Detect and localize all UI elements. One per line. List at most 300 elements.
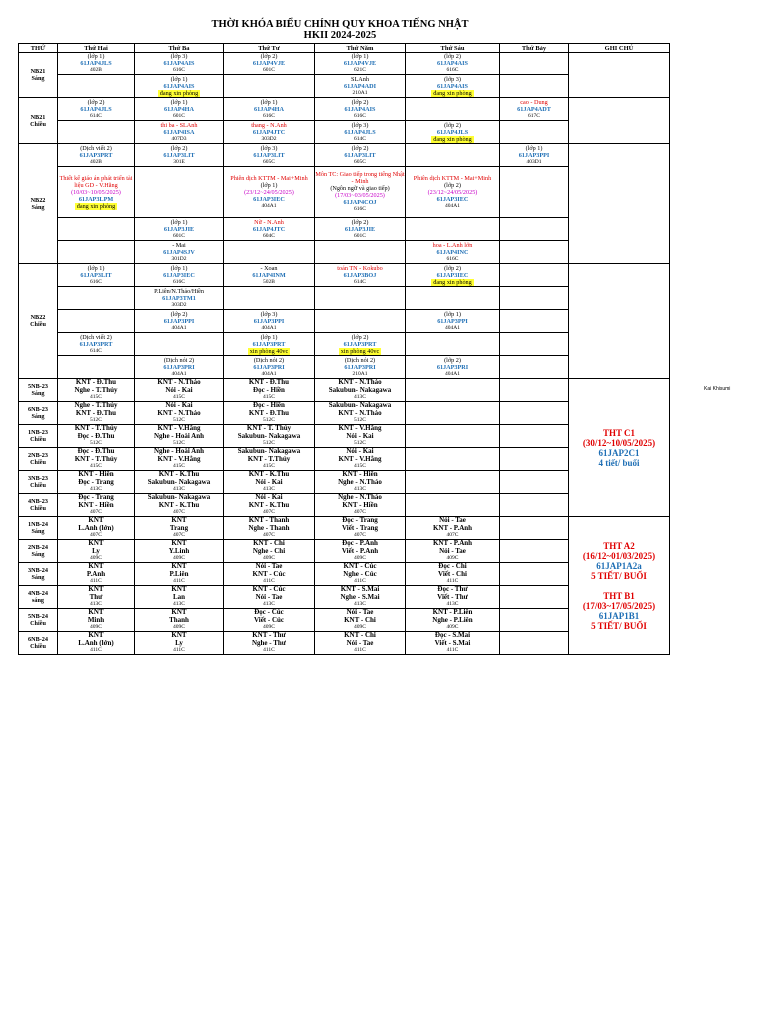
- side-note: Kai Khisumi: [704, 386, 731, 392]
- timetable-cell: [135, 471, 224, 494]
- cell-text: 61JAP4ISA: [163, 128, 195, 136]
- notes-cell: [569, 144, 670, 264]
- cell-text: Viết - Trang: [341, 523, 379, 532]
- timetable-cell: [500, 540, 569, 563]
- cell-text: 415C: [263, 463, 275, 469]
- timetable-cell: [500, 264, 569, 287]
- cell-text: 61JAP4JLS: [80, 105, 112, 113]
- cell-text: Nghe - N.Thảo: [338, 477, 382, 486]
- timetable-cell: [500, 586, 569, 609]
- cell-text: 61JAP3PRI: [436, 363, 469, 371]
- cell-text: 415C: [263, 394, 275, 400]
- timetable-cell: [315, 471, 406, 494]
- col-header: Thứ Hai: [58, 44, 135, 53]
- cell-text: (lớp 1): [170, 218, 188, 226]
- cell-text: KNT - V.Hằng: [338, 424, 382, 432]
- timetable-cell: [315, 121, 406, 144]
- cell-text: 411C: [173, 647, 185, 653]
- timetable-cell: [315, 167, 406, 218]
- cell-text: 404A1: [171, 324, 187, 331]
- timetable-cell: [406, 448, 500, 471]
- cell-text: KNT: [88, 608, 104, 616]
- cell-text: 512C: [354, 440, 366, 446]
- cell-text: 61JAP3PPI: [518, 151, 550, 159]
- notes-cell: [569, 98, 670, 144]
- cell-text: Nói - Kai: [165, 401, 193, 409]
- cell-text: 415C: [90, 463, 102, 469]
- cell-text: (lớp 1): [87, 264, 105, 272]
- cell-text: 409C: [173, 555, 185, 561]
- note-text: (17/03~17/05/2025): [582, 600, 656, 611]
- cell-text: 411C: [90, 578, 102, 584]
- timetable-cell: [500, 144, 569, 167]
- cell-text: 407C: [90, 532, 102, 538]
- session-label: NB22 Chiều: [19, 264, 58, 379]
- cell-text: 61JAP4VJE: [343, 60, 377, 67]
- cell-text: 411C: [446, 578, 459, 584]
- cell-text: 404A1: [445, 202, 460, 209]
- cell-text: Phiên dịch KTTM - Mai+Minh: [230, 174, 308, 182]
- session-label: 3NB-24 Sáng: [19, 563, 58, 586]
- table-row: [19, 379, 670, 402]
- page-title: THỜI KHÓA BIỂU CHÍNH QUY KHOA TIẾNG NHẬT: [211, 19, 469, 30]
- cell-text: Nói - Kai: [255, 477, 283, 486]
- cell-text: 411C: [446, 647, 459, 653]
- cell-text: (lớp 3): [260, 144, 278, 152]
- cell-text: KNT: [88, 516, 104, 524]
- cell-text: 512C: [90, 440, 102, 446]
- cell-text: thang - N.Anh: [251, 121, 287, 129]
- cell-text: KNT: [88, 539, 104, 547]
- timetable-cell: [135, 218, 224, 241]
- note-text: (16/12~01/03/2025): [582, 550, 656, 561]
- cell-text: 604C: [263, 232, 275, 239]
- cell-text: P.Liên/N.Thảo/Hiền: [154, 287, 204, 295]
- cell-text: Nghe - Thư: [251, 638, 287, 647]
- timetable-cell: [315, 586, 406, 609]
- timetable-cell: [500, 517, 569, 540]
- cell-text: (lớp 2): [444, 181, 461, 189]
- timetable-cell: [135, 379, 224, 402]
- timetable-cell: [315, 75, 406, 98]
- cell-text: Sakubun- Nakagawa: [328, 401, 392, 409]
- timetable-cell: [135, 402, 224, 425]
- cell-text: 411C: [90, 647, 102, 653]
- timetable-cell: [58, 402, 135, 425]
- cell-text: 61JAP4JTC: [252, 225, 286, 233]
- cell-text: hoa - L.Anh lớn: [432, 241, 473, 249]
- session-label: NB22 Sáng: [19, 144, 58, 264]
- timetable-cell: [315, 540, 406, 563]
- cell-text: KNT - Hiền: [78, 470, 114, 478]
- timetable-cell: [58, 425, 135, 448]
- cell-text: 407C: [263, 509, 275, 515]
- timetable-cell: [406, 310, 500, 333]
- header-row: [19, 44, 670, 53]
- cell-text: Thanh: [169, 615, 189, 624]
- cell-text: đang xin phòng: [433, 89, 472, 97]
- cell-text: 605C: [263, 158, 275, 165]
- cell-text: (Ngôn ngữ và giao tiếp): [330, 185, 390, 192]
- session-label: 2NB-23 Chiều: [19, 448, 58, 471]
- timetable-cell: [135, 448, 224, 471]
- timetable-cell: [406, 379, 500, 402]
- note-text: THT A2: [603, 540, 635, 551]
- cell-text: Đọc - Hiền: [253, 401, 285, 409]
- session-label: 3NB-23 Chiều: [19, 471, 58, 494]
- cell-text: Đọc - Trang: [78, 477, 114, 486]
- cell-text: (lớp 3): [351, 121, 369, 129]
- cell-text: 61JAP4COJ: [343, 199, 377, 206]
- cell-text: 61JAP4AIS: [344, 105, 376, 113]
- cell-text: 210A1: [352, 89, 368, 96]
- timetable-cell: [58, 471, 135, 494]
- cell-text: 404A1: [261, 324, 277, 331]
- cell-text: Trang: [169, 523, 189, 532]
- cell-text: KNT - Đ.Thu: [75, 408, 117, 417]
- cell-text: (lớp 2): [444, 264, 461, 272]
- cell-text: 402B: [90, 67, 102, 73]
- cell-text: KNT - V.Hằng: [157, 424, 201, 432]
- cell-text: 415C: [354, 463, 366, 469]
- cell-text: Sakubun- Nakagawa: [147, 493, 211, 501]
- cell-text: 407C: [446, 532, 459, 538]
- cell-text: 61JAP4JLS: [344, 128, 376, 136]
- cell-text: KNT: [171, 585, 187, 593]
- cell-text: L.Anh (lớn): [78, 638, 114, 647]
- cell-text: (17/03~03/05/2025): [335, 192, 385, 199]
- cell-text: Viết - P.Anh: [341, 546, 379, 555]
- cell-text: 411C: [354, 578, 366, 584]
- timetable-cell: [224, 264, 315, 287]
- cell-text: KNT - V.Hằng: [338, 454, 382, 463]
- cell-text: thi ba - SLAnh: [160, 121, 198, 129]
- cell-text: 413C: [354, 486, 366, 492]
- cell-text: 411C: [263, 578, 275, 584]
- cell-text: 61JAP3LPM: [78, 195, 114, 203]
- timetable-cell: [224, 563, 315, 586]
- cell-text: 413C: [354, 601, 366, 607]
- cell-text: 601C: [263, 67, 275, 73]
- cell-text: (lớp 3): [260, 310, 278, 318]
- timetable-cell: [500, 167, 569, 218]
- cell-text: Đọc - Đ.Thu: [77, 447, 115, 455]
- cell-text: Sakubun- Nakagawa: [147, 477, 211, 486]
- notes-cell-c1: [569, 379, 670, 517]
- cell-text: 61JAP3LIT: [344, 151, 376, 159]
- timetable-cell: [135, 241, 224, 264]
- cell-text: 61JAP4AIS: [163, 82, 195, 90]
- timetable-cell: [135, 264, 224, 287]
- timetable-cell: [224, 287, 315, 310]
- timetable-cell: [406, 356, 500, 379]
- cell-text: KNT - N.Thảo: [157, 378, 201, 386]
- cell-text: 303D2: [261, 135, 277, 142]
- cell-text: 301D2: [171, 255, 187, 262]
- cell-text: 502B: [263, 278, 275, 285]
- note-text: THT B1: [603, 590, 635, 601]
- timetable-cell: [224, 218, 315, 241]
- timetable-cell: [224, 167, 315, 218]
- timetable-cell: [135, 632, 224, 655]
- cell-text: đang xin phòng: [159, 89, 199, 97]
- cell-text: Nghe - Hoài Anh: [154, 447, 204, 455]
- cell-text: 409C: [263, 624, 275, 630]
- cell-text: Viết - Cúc: [253, 615, 285, 624]
- cell-text: (lớp 2): [260, 53, 278, 60]
- cell-text: 409C: [446, 555, 459, 561]
- timetable-cell: [315, 53, 406, 75]
- timetable-cell: [224, 609, 315, 632]
- cell-text: (lớp 2): [351, 333, 369, 341]
- timetable-cell: [58, 609, 135, 632]
- cell-text: Nói - Tae: [255, 592, 283, 601]
- cell-text: Y.Linh: [168, 546, 190, 555]
- cell-text: KNT - T.Thủy: [74, 454, 118, 463]
- cell-text: 407C: [354, 509, 366, 515]
- timetable-cell: [224, 75, 315, 98]
- cell-text: 409C: [263, 555, 275, 561]
- cell-text: KNT: [171, 562, 187, 570]
- cell-text: KNT - P.Anh: [432, 539, 473, 547]
- cell-text: (lớp 2): [444, 53, 461, 60]
- timetable-cell: [135, 425, 224, 448]
- timetable-cell: [500, 53, 569, 75]
- timetable-cell: [406, 563, 500, 586]
- cell-text: Nghe - S.Mai: [340, 592, 380, 601]
- note-text: 61JAP2C1: [598, 447, 640, 458]
- cell-text: (lớp 2): [351, 144, 369, 152]
- cell-text: cao - Dung: [520, 98, 548, 106]
- cell-text: Đọc - S.Mai: [434, 631, 471, 639]
- cell-text: 512C: [173, 417, 185, 423]
- cell-text: KNT - P.Anh: [432, 523, 473, 532]
- timetable-cell: [224, 53, 315, 75]
- timetable-cell: [315, 494, 406, 517]
- cell-text: Ly: [92, 546, 100, 555]
- timetable-cell: [315, 563, 406, 586]
- cell-text: 61JAP4ADT: [517, 105, 551, 113]
- cell-text: KNT - N.Thảo: [338, 408, 382, 417]
- cell-text: 61JAP3TM1: [162, 294, 196, 302]
- note-text: THT C1: [602, 427, 636, 438]
- cell-text: 409C: [354, 624, 366, 630]
- cell-text: KNT - Đ.Thu: [248, 378, 290, 386]
- cell-text: 61JAP3PRT: [343, 340, 377, 348]
- timetable-cell: [315, 144, 406, 167]
- cell-text: 413C: [446, 601, 459, 607]
- cell-text: (lớp 1): [170, 264, 188, 272]
- timetable-cell: [315, 287, 406, 310]
- cell-text: KNT - Thanh: [248, 516, 290, 524]
- cell-text: KNT - P.Liên: [432, 608, 473, 616]
- cell-text: 61JAP3LIT: [80, 271, 112, 279]
- cell-text: Nghe - Chi: [252, 546, 286, 555]
- cell-text: 413C: [173, 601, 185, 607]
- cell-text: 61JAP3PRI: [253, 363, 285, 371]
- timetable-cell: [406, 494, 500, 517]
- timetable-cell: [58, 144, 135, 167]
- timetable-cell: [500, 448, 569, 471]
- timetable-cell: [406, 98, 500, 121]
- timetable-cell: [135, 287, 224, 310]
- cell-text: (Dịch nói 2): [163, 356, 195, 364]
- cell-text: (Dịch nói 2): [253, 356, 285, 364]
- cell-text: (23/12~24/05/2025): [244, 188, 294, 196]
- timetable-cell: [500, 218, 569, 241]
- cell-text: 61JAP3PRT: [79, 340, 113, 348]
- cell-text: 413C: [263, 486, 275, 492]
- timetable-cell: [224, 379, 315, 402]
- timetable-cell: [406, 540, 500, 563]
- cell-text: 61JAP3LIT: [163, 151, 195, 159]
- timetable-cell: [58, 53, 135, 75]
- cell-text: 61JAP4AIS: [437, 60, 468, 67]
- note-text: 4 tiết/ buổi: [598, 457, 640, 468]
- cell-text: (lớp 1): [444, 310, 461, 318]
- cell-text: 616C: [90, 278, 102, 285]
- cell-text: 404A1: [261, 202, 277, 209]
- cell-text: 512C: [263, 417, 275, 423]
- timetable-cell: [500, 310, 569, 333]
- cell-text: - Mai: [172, 241, 186, 249]
- cell-text: KNT - S.Mai: [340, 585, 380, 593]
- session-label: NB21 Sáng: [19, 53, 58, 98]
- cell-text: 61JAP3BOJ: [343, 271, 377, 279]
- cell-text: (lớp 2): [444, 121, 461, 129]
- session-label: 6NB-23 Sáng: [19, 402, 58, 425]
- timetable-cell: [58, 167, 135, 218]
- cell-text: đang xin phòng: [433, 135, 472, 143]
- cell-text: KNT: [171, 631, 187, 639]
- cell-text: KNT - K.Thu: [158, 500, 200, 509]
- cell-text: 61JAP4VJE: [252, 60, 286, 67]
- cell-text: 210A1: [352, 370, 368, 377]
- timetable-cell: [58, 379, 135, 402]
- cell-text: KNT - Chi: [344, 615, 376, 624]
- cell-text: 413C: [90, 601, 102, 607]
- timetable-cell: [315, 609, 406, 632]
- cell-text: KNT - N.Thảo: [338, 378, 382, 386]
- cell-text: Sakubun- Nakagawa: [237, 447, 301, 455]
- cell-text: 61JAP3PRI: [344, 363, 376, 371]
- cell-text: Nghe - N.Thảo: [338, 493, 382, 501]
- cell-text: 61JAP4INM: [252, 271, 286, 279]
- cell-text: 409C: [90, 624, 102, 630]
- cell-text: 409C: [173, 624, 185, 630]
- cell-text: KNT: [171, 516, 187, 524]
- timetable-cell: [500, 494, 569, 517]
- cell-text: KNT - Hiền: [78, 500, 114, 509]
- timetable-cell: [58, 356, 135, 379]
- cell-text: toán TN - Kokubo: [337, 264, 383, 272]
- page-subtitle: HKII 2024-2025: [303, 30, 377, 41]
- col-header: GHI CHÚ: [569, 44, 670, 53]
- cell-text: 407C: [354, 532, 366, 538]
- timetable-cell: [135, 310, 224, 333]
- cell-text: xin phòng 40vc: [249, 347, 289, 355]
- cell-text: 415C: [90, 394, 102, 400]
- note-text: (30/12~10/05/2025): [582, 437, 656, 448]
- cell-text: KNT - Thư: [252, 631, 286, 639]
- timetable-cell: [500, 287, 569, 310]
- timetable-cell: [58, 98, 135, 121]
- timetable-cell: [315, 218, 406, 241]
- timetable-cell: [500, 632, 569, 655]
- note-text: 5 TIẾT/ BUỔI: [591, 570, 647, 581]
- cell-text: KNT - K.Thu: [248, 470, 290, 478]
- timetable-cell: [406, 517, 500, 540]
- cell-text: (lớp 2): [87, 98, 105, 106]
- timetable-cell: [58, 310, 135, 333]
- cell-text: 407C: [263, 532, 275, 538]
- cell-text: Phiên dịch KTTM - Mai+Minh: [413, 174, 492, 182]
- cell-text: P.Anh: [86, 569, 106, 578]
- cell-text: (lớp 1): [87, 53, 105, 60]
- col-header: Thứ Ba: [135, 44, 224, 53]
- timetable-cell: [224, 121, 315, 144]
- timetable-cell: [406, 609, 500, 632]
- timetable-cell: [315, 333, 406, 356]
- cell-text: Nói - Kai: [346, 431, 374, 440]
- cell-text: 303D2: [171, 301, 187, 308]
- table-row: [19, 144, 670, 167]
- cell-text: 404A1: [445, 324, 460, 331]
- cell-text: Nghe - P.Liên: [432, 615, 473, 624]
- timetable-cell: [406, 287, 500, 310]
- timetable-cell: [224, 356, 315, 379]
- table-row: [19, 264, 670, 287]
- cell-text: 61JAP4AIS: [163, 60, 195, 67]
- cell-text: xin phòng 40vc: [340, 347, 380, 355]
- cell-text: Đọc - Cúc: [254, 608, 284, 616]
- cell-text: 61JAP3LIT: [253, 151, 285, 159]
- cell-text: Nói - Tae: [255, 562, 283, 570]
- cell-text: KNT - Đ.Thu: [75, 378, 117, 386]
- table-row: [19, 98, 670, 121]
- cell-text: 413C: [173, 486, 185, 492]
- timetable-cell: [500, 379, 569, 402]
- timetable-cell: [135, 53, 224, 75]
- cell-text: (lớp 1): [260, 333, 278, 341]
- timetable-cell: [224, 98, 315, 121]
- cell-text: 61JAP3PPI: [253, 317, 285, 325]
- timetable-cell: [224, 333, 315, 356]
- timetable-cell: [224, 402, 315, 425]
- cell-text: Nghe - T.Thủy: [74, 385, 118, 394]
- cell-text: Viết - Thư: [437, 592, 468, 601]
- timetable-cell: [58, 75, 135, 98]
- timetable-cell: [135, 144, 224, 167]
- cell-text: 616C: [173, 67, 185, 73]
- col-header: Thứ Năm: [315, 44, 406, 53]
- timetable-cell: [406, 218, 500, 241]
- cell-text: 61JAP4HA: [254, 105, 284, 113]
- cell-text: 601C: [173, 112, 185, 119]
- timetable-cell: [406, 471, 500, 494]
- notes-cell-a2-b1: [569, 517, 670, 655]
- cell-text: (23/12~24/05/2025): [427, 188, 478, 196]
- cell-text: L.Anh (lớn): [78, 523, 114, 532]
- timetable-cell: [135, 494, 224, 517]
- cell-text: 616C: [446, 67, 459, 73]
- cell-text: 601C: [354, 232, 366, 239]
- cell-text: (Dịch viết 2): [80, 144, 112, 152]
- cell-text: 614C: [354, 278, 366, 285]
- cell-text: (lớp 2): [170, 144, 188, 152]
- timetable-cell: [500, 333, 569, 356]
- cell-text: 407C: [173, 532, 185, 538]
